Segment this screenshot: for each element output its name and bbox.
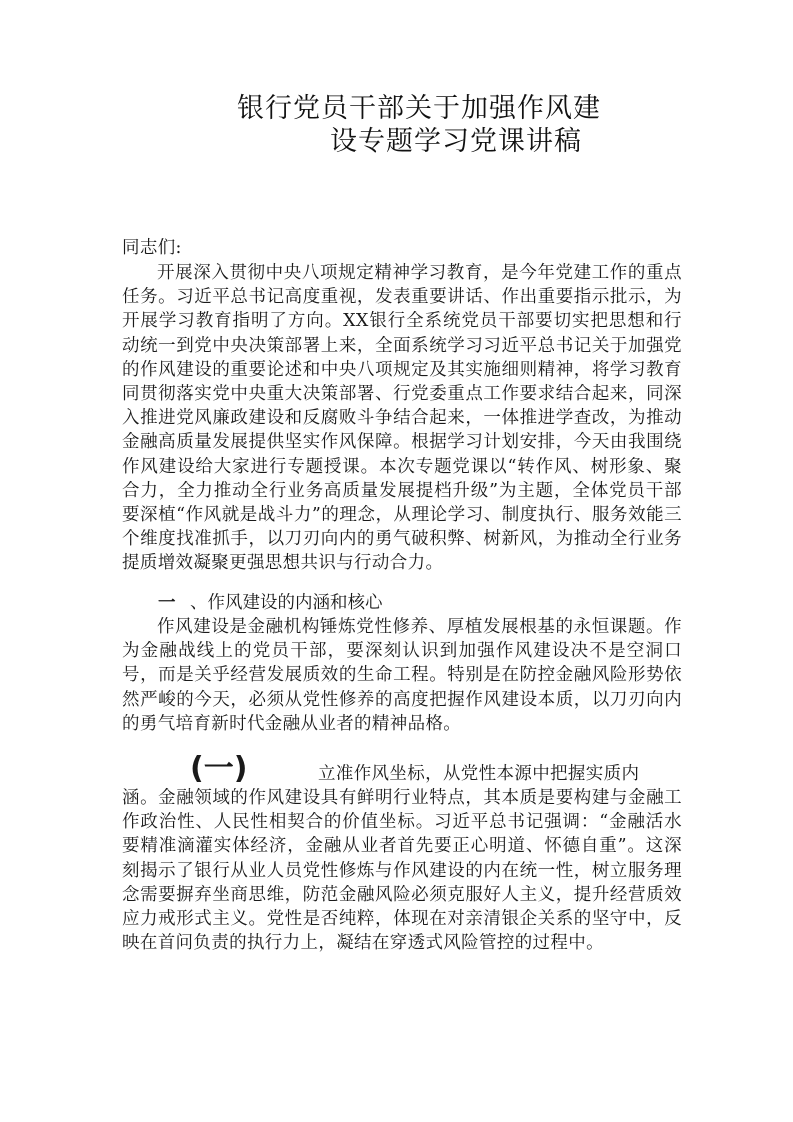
subsection-number: (一) <box>190 751 248 786</box>
intro-paragraph: 开展深入贯彻中央八项规定精神学习教育，是今年党建工作的重点任务。习近平总书记高度重视，发表重要讲话、作出重要指示批示，为开展学习教育指明了方向。XX银行全系统党员干部要切实把思想和行动统一到党中央决策部署上来，全面系统学习习近平总书记关于加强党的作风建设的重要论述和中央八项规定及其实施细则精神，将学习教育同贯彻落实党中央重大决策部署、行党委重点工作要求结合起来，同深入推进党风廉政建设和反腐败斗争结合起来，一体推进学查改，为推动金融高质量发展提供坚实作风保障。根据学习计划安排，今天由我围绕作风建设给大家进行专题授课。本次专题党课以“转作风、树形象、聚合力，全力推动全行业务高质量发展提档升级”为主题，全体党员干部要深植“作风就是战斗力”的理念，从理论学习、制度执行、服务效能三个维度找准抓手，以刀刃向内的勇气破积弊、树新风，为推动全行业务提质增效凝聚更强思想共识与行动合力。 <box>122 263 682 574</box>
document-title-line-2: 设专题学习党课讲稿 <box>330 126 582 157</box>
salutation: 同志们: <box>122 238 182 258</box>
subsection-title: 立准作风坐标，从党性本源中把握实质内 <box>318 764 640 784</box>
subsection-1-paragraph: 涵。金融领域的作风建设具有鲜明行业特点，其本质是要构建与金融工作政治性、人民性相契合的价值坐标。习近平总书记强调：“金融活水要精准滴灌实体经济，金融从业者首先要正心明道、怀德自重”。这深刻揭示了银行从业人员党性修炼与作风建设的内在统一性，树立服务理念需要摒弃坐商思维，防范金融风险必须克服好人主义，提升经营质效应力戒形式主义。党性是否纯粹，体现在对亲清银企关系的坚守中，反映在首问负责的执行力上，凝结在穿透式风险管控的过程中。 <box>122 788 682 954</box>
section-1-paragraph: 作风建设是金融机构锤炼党性修养、厚植发展根基的永恒课题。作为金融战线上的党员干部，要深刻认识到加强作风建设决不是空洞口号，而是关乎经营发展质效的生命工程。特别是在防控金融风险形势依然严峻的今天，必须从党性修养的高度把握作风建设本质，以刀刃向内的勇气培育新时代金融从业者的精神品格。 <box>122 617 682 734</box>
document-title-line-1: 银行党员干部关于加强作风建 <box>237 93 601 124</box>
section-heading-1 <box>158 591 383 615</box>
section-title: 、作风建设的内涵和核心 <box>190 593 383 613</box>
section-number: 一 <box>158 593 176 613</box>
